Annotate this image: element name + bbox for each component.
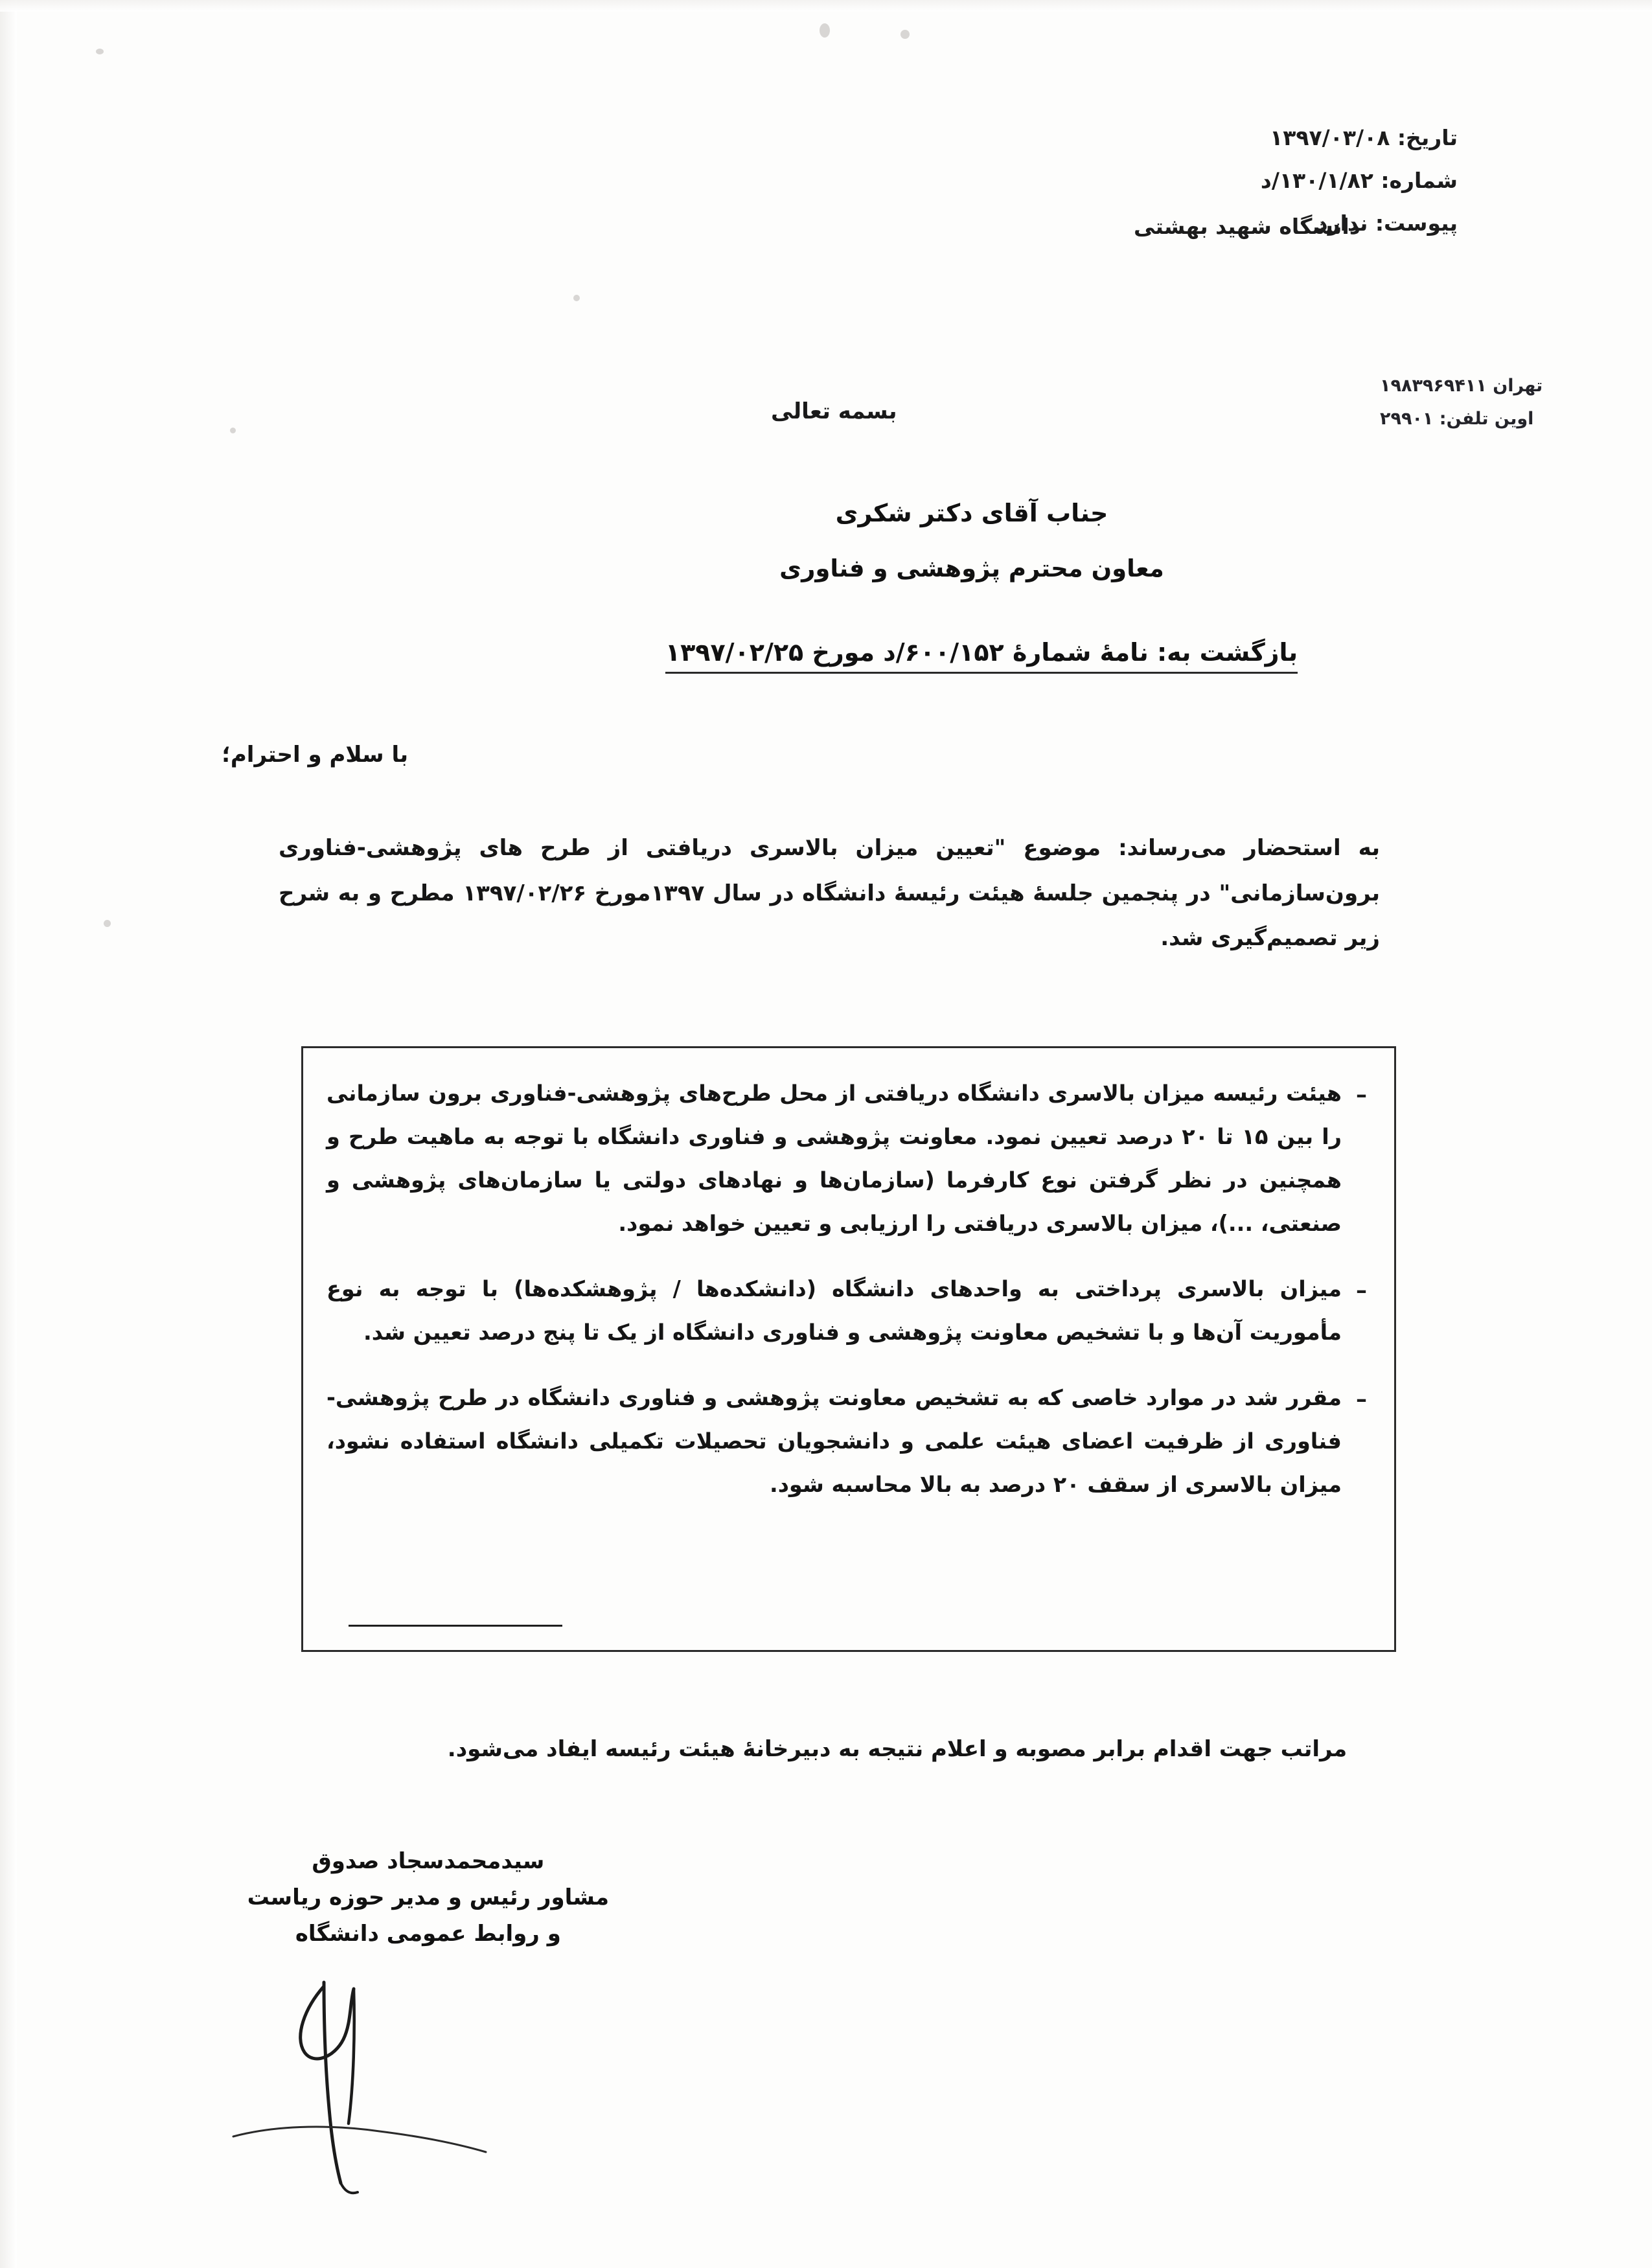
organization-name: دانشگاه شهید بهشتی [1134, 214, 1360, 239]
recipient-title: معاون محترم پژوهشی و فناوری [779, 554, 1164, 582]
letter-date: تاریخ: ۱۳۹۷/۰۳/۰۸ [1270, 125, 1458, 150]
address-line-1: تهران ۱۹۸۳۹۶۹۴۱۱ [1380, 376, 1543, 396]
scan-edge-top [0, 0, 1652, 12]
address-line-2: اوین تلفن: ۲۹۹۰۱ [1380, 409, 1534, 430]
resolution-item [327, 1071, 1367, 1245]
bullet-dash-icon: – [1356, 1386, 1367, 1412]
recipient-block [292, 486, 1652, 595]
signer-block [247, 1843, 609, 1952]
closing-paragraph: مراتب جهت اقدام برابر مصوبه و اعلام نتیجه به دبیرخانهٔ هیئت رئیسه ایفاد می‌شود. [447, 1736, 1348, 1762]
address-block [1380, 369, 1543, 436]
resolution-text: مقرر شد در موارد خاصی که به تشخیص معاونت پژوهشی و فناوری دانشگاه در طرح پژوهشی-فناوری از ظرفیت اعضای هیئت علمی و دانشجویان تحصیلات تکمیلی دانشگاه استفاده نشود، میزان بالاسری از سقف ۲۰ درصد به بالا محاسبه شود. [327, 1385, 1342, 1497]
scan-speck [820, 23, 830, 38]
scan-speck [230, 428, 236, 433]
letter-attachment: پیوست: ندارد [1316, 211, 1458, 236]
resolution-text: میزان بالاسری پرداختی به واحدهای دانشگاه (دانشکده‌ها / پژوهشکده‌ها) با توجه به نوع مأموریت آن‌ها و با تشخیص معاونت پژوهشی و فناوری دانشگاه از یک تا پنج درصد تعیین شد. [327, 1276, 1342, 1345]
recipient-name: جناب آقای دکتر شکری [835, 499, 1108, 527]
scan-speck [573, 295, 580, 301]
signer-name: سیدمحمدسجاد صدوق [312, 1848, 545, 1874]
subject-reference-text: بازگشت به: نامهٔ شمارهٔ ۶۰۰/۱۵۲/د مورخ ۱۳۹۷/۰۲/۲۵ [665, 638, 1298, 674]
box-bottom-rule [349, 1625, 562, 1627]
subject-reference [311, 638, 1652, 674]
intro-paragraph: به استحضار می‌رساند: موضوع "تعیین میزان بالاسری دریافتی از طرح های پژوهشی-فناوری برون‌سازمانی" در پنجمین جلسهٔ هیئت رئیسهٔ دانشگاه در سال ۱۳۹۷مورخ ۱۳۹۷/۰۲/۲۶ مطرح و به شرح زیر تصمیم‌گیری شد. [279, 835, 1380, 952]
letter-number: شماره: ۱۳۰/۱/۸۲/د [1260, 168, 1458, 193]
scan-edge-left [0, 0, 17, 2268]
bullet-dash-icon: – [1356, 1082, 1367, 1108]
scan-speck [104, 920, 111, 927]
resolutions-box [301, 1046, 1396, 1652]
scan-speck [901, 30, 910, 39]
signer-title-2: و روابط عمومی دانشگاه [295, 1921, 561, 1947]
basmala: بسمه تعالی [771, 398, 897, 424]
signature-mark [227, 1969, 499, 2203]
greeting: با سلام و احترام؛ [222, 742, 408, 768]
resolution-item [327, 1376, 1367, 1506]
resolution-item [327, 1267, 1367, 1354]
bullet-dash-icon: – [1356, 1277, 1367, 1303]
resolution-text: هیئت رئیسه میزان بالاسری دانشگاه دریافتی از محل طرح‌های پژوهشی-فناوری برون سازمانی را بین ۱۵ تا ۲۰ درصد تعیین نمود. معاونت پژوهشی و فناوری دانشگاه با توجه به ماهیت طرح و همچنین در نظر گرفتن نوع کارفرما (سازمان‌ها و نهادهای دولتی یا سازمان‌های پژوهشی و صنعتی، ...)، میزان بالاسری دریافتی را ارزیابی و تعیین خواهد نمود. [327, 1081, 1342, 1236]
scan-speck [96, 49, 104, 54]
signer-title-1: مشاور رئیس و مدیر حوزه ریاست [247, 1884, 609, 1911]
